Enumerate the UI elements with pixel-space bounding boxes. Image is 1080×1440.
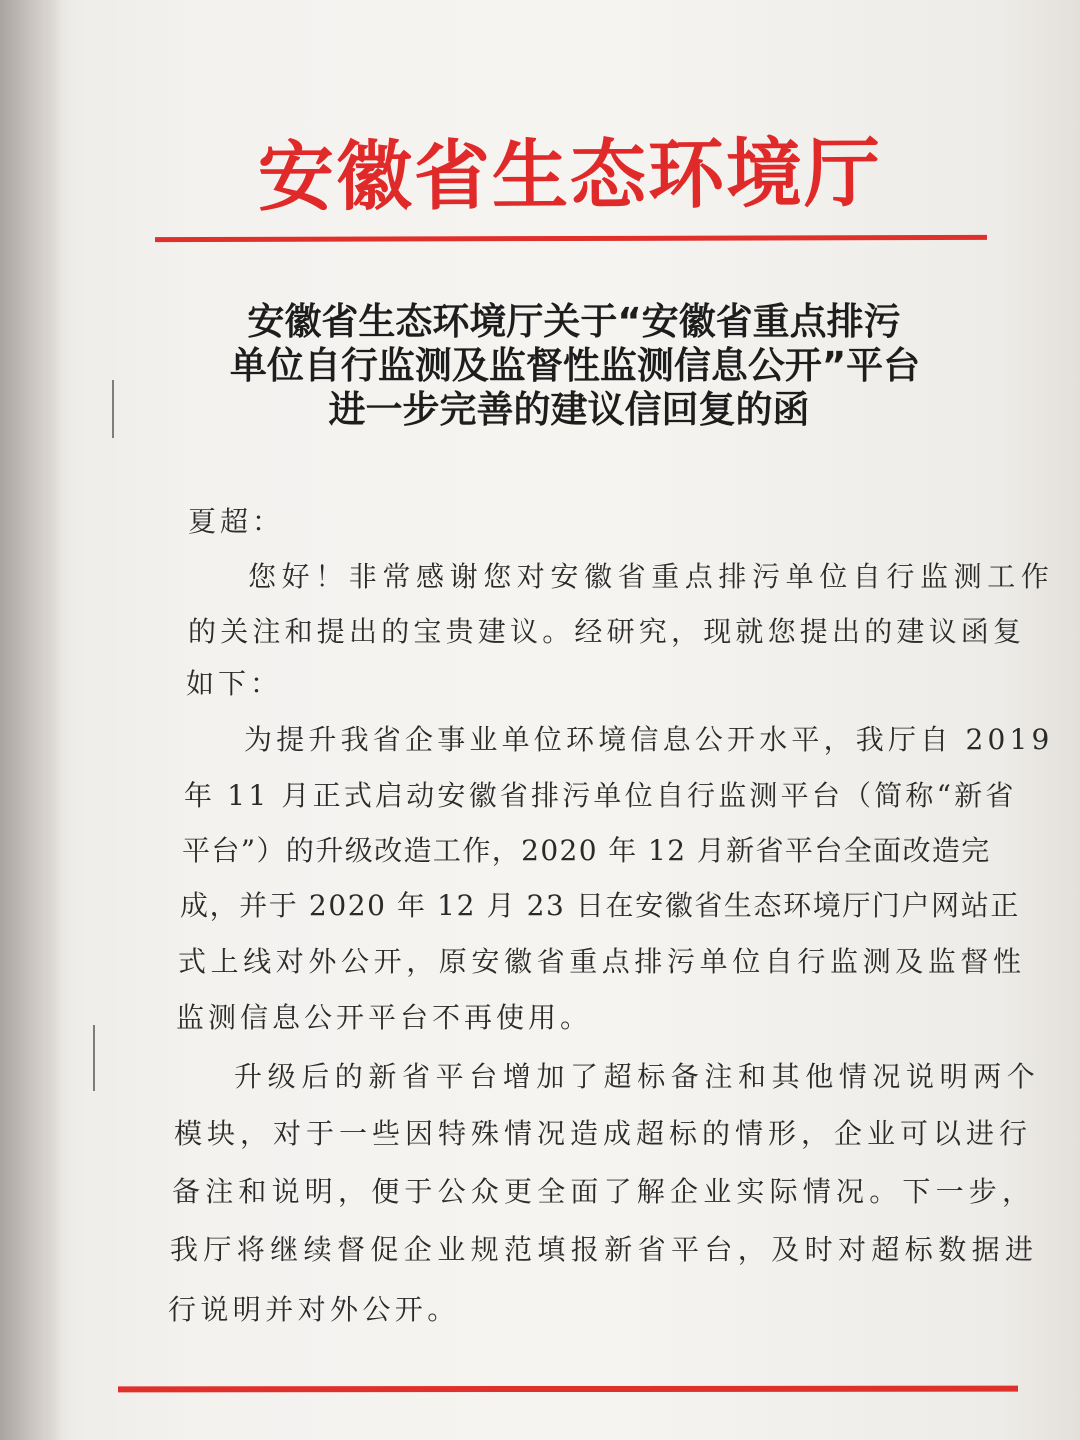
body-line: 成，并于 2020 年 12 月 23 日在安徽省生态环境厅门户网站正 — [180, 889, 1020, 922]
body-line: 平台”）的升级改造工作，2020 年 12 月新省平台全面改造完 — [182, 834, 991, 867]
body-line: 的关注和提出的宝贵建议。经研究，现就您提出的建议函复 — [188, 615, 1026, 648]
document-title — [150, 300, 1010, 432]
letterhead-red-rule — [155, 235, 987, 242]
body-line: 为提升我省企事业单位环境信息公开水平，我厅自 2019 — [244, 723, 1054, 756]
body-line: 行说明并对外公开。 — [168, 1293, 460, 1326]
body-line: 您好！非常感谢您对安徽省重点排污单位自行监测工作 — [248, 560, 1055, 593]
body-line: 如下： — [186, 667, 283, 700]
binding-mark — [93, 1025, 95, 1091]
title-line: 单位自行监测及监督性监测信息公开”平台 — [229, 344, 921, 387]
body-line: 我厅将继续督促企业规范填报新省平台，及时对超标数据进 — [170, 1233, 1039, 1266]
footer-red-rule — [118, 1386, 1018, 1393]
body-line: 监测信息公开平台不再使用。 — [176, 1001, 593, 1034]
binding-mark — [112, 380, 114, 438]
body-line: 模块，对于一些因特殊情况造成超标的情形，企业可以进行 — [174, 1117, 1033, 1150]
body-line: 升级后的新省平台增加了超标备注和其他情况说明两个 — [234, 1060, 1041, 1093]
paper-shadow-edge — [0, 0, 62, 1440]
body-line: 年 11 月正式启动安徽省排污单位自行监测平台（简称“新省 — [184, 779, 1017, 812]
salutation: 夏超： — [188, 505, 285, 538]
letterhead-org-name: 安徽省生态环境厅 — [257, 128, 883, 222]
body-line: 备注和说明，便于公众更全面了解企业实际情况。下一步， — [172, 1175, 1036, 1208]
title-line: 进一步完善的建议信回复的函 — [328, 388, 810, 431]
body-line: 式上线对外公开，原安徽省重点排污单位自行监测及监督性 — [178, 945, 1026, 978]
title-line: 安徽省生态环境厅关于“安徽省重点排污 — [247, 300, 901, 343]
